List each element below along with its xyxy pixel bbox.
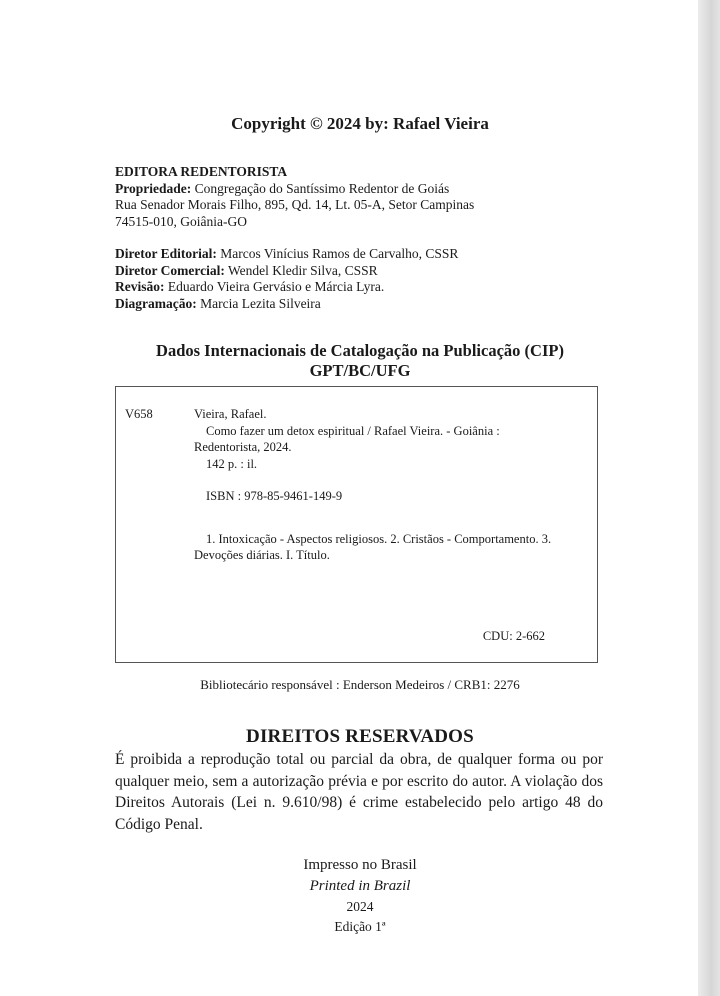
staff-label: Diagramação: <box>115 295 197 311</box>
cip-isbn: ISBN : 978-85-9461-149-9 <box>206 489 343 503</box>
staff-revision <box>115 279 458 296</box>
staff-credits <box>115 246 458 312</box>
staff-commercial-director <box>115 263 458 280</box>
staff-value: Wendel Kledir Silva, CSSR <box>227 262 378 278</box>
publisher-info <box>115 164 474 230</box>
cip-author: Vieira, Rafael. <box>194 407 267 421</box>
imprint-year: 2024 <box>346 899 374 914</box>
cip-subjects-line2: Devoções diárias. I. Título. <box>194 548 330 562</box>
page-edge-shadow <box>698 0 720 996</box>
staff-label: Revisão: <box>115 279 165 294</box>
copyright-line: Copyright © 2024 by: Rafael Vieira <box>231 114 489 133</box>
cip-call-code: V658 <box>125 407 153 421</box>
staff-layout <box>115 296 458 313</box>
property-value: Congregação do Santíssimo Redentor de Goiás <box>194 180 450 196</box>
cip-title-line1: Como fazer um detox espiritual / Rafael Vieira. - Goiânia : <box>206 423 500 438</box>
staff-value: Eduardo Vieira Gervásio e Márcia Lyra. <box>167 279 385 294</box>
printed-in-en: Printed in Brazil <box>309 878 411 894</box>
librarian-credit: Bibliotecário responsável : Enderson Medeiros / CRB1: 2276 <box>200 677 520 692</box>
cip-cdu: CDU: 2-662 <box>482 629 545 643</box>
cip-heading <box>0 341 720 381</box>
staff-value: Marcia Lezita Silveira <box>200 295 321 311</box>
staff-editorial-director <box>115 246 458 263</box>
cip-title: Dados Internacionais de Catalogação na Publicação (CIP) <box>156 341 564 360</box>
staff-label: Diretor Editorial: <box>115 246 217 261</box>
staff-value: Marcos Vinícius Ramos de Carvalho, CSSR <box>220 246 459 261</box>
cip-title-line2: Redentorista, 2024. <box>194 440 292 454</box>
cip-catalog-card <box>115 386 598 663</box>
cip-subtitle: GPT/BC/UFG <box>309 361 411 380</box>
rights-title: DIREITOS RESERVADOS <box>246 726 474 747</box>
publisher-address-line1: Rua Senador Morais Filho, 895, Qd. 14, Lt. 05-A, Setor Campinas <box>115 197 475 212</box>
publisher-address-line2: 74515-010, Goiânia-GO <box>115 213 247 229</box>
publisher-name: EDITORA REDENTORISTA <box>115 164 288 179</box>
cip-subjects-line1: 1. Intoxicação - Aspectos religiosos. 2. Cristãos - Comportamento. 3. <box>206 531 552 546</box>
printed-in-pt: Impresso no Brasil <box>303 857 417 873</box>
imprint-edition: Edição 1ª <box>334 919 386 934</box>
imprint-info <box>0 855 720 937</box>
property-label: Propriedade: <box>115 180 192 196</box>
cip-entry <box>194 406 589 564</box>
publisher-property <box>115 181 474 198</box>
rights-text: É proibida a reprodução total ou parcial da obra, de qualquer forma ou por qualquer meio, sem a autorização prévia e por escrito do autor. A violação dos Direitos Autorais (Lei n. 9.610/98) é crime estabelecido pelo artigo 48 do Código Penal. <box>115 751 603 833</box>
staff-label: Diretor Comercial: <box>115 262 225 278</box>
cip-pages: 142 p. : il. <box>206 456 258 471</box>
